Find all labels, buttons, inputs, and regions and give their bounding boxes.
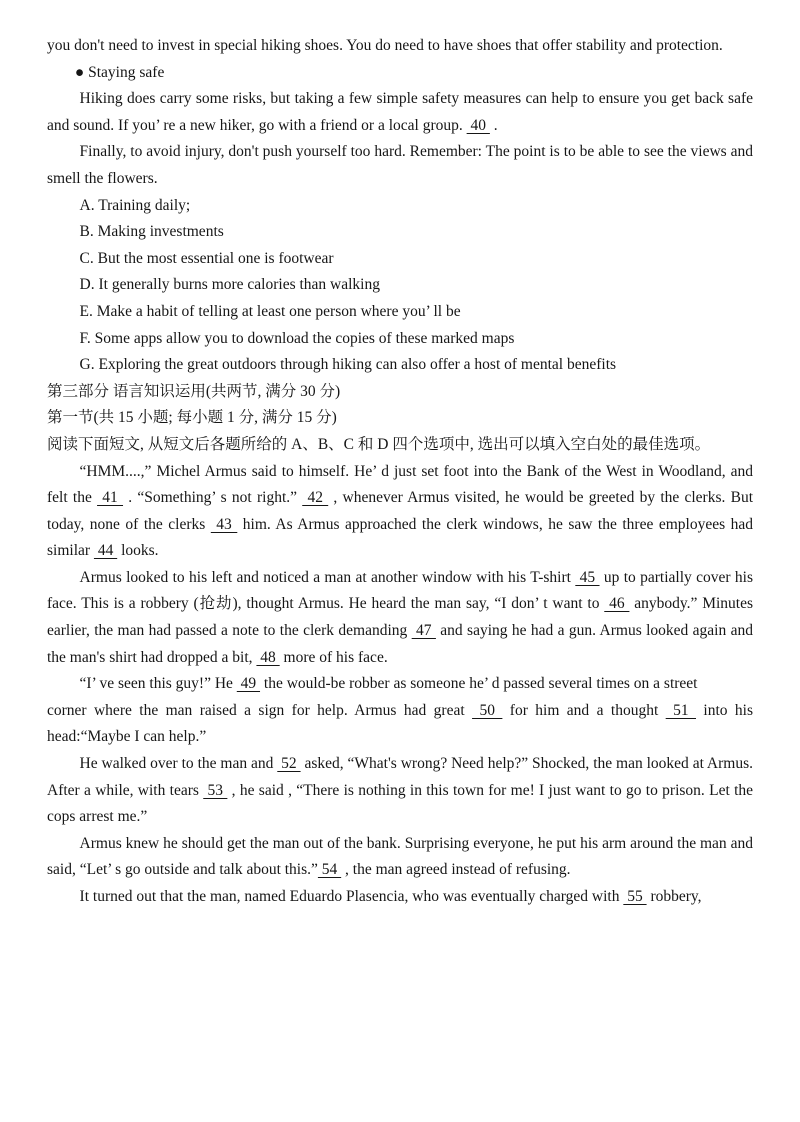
document-body [47,33,753,911]
cloze-para-6: Armus knew he should get the man out of the bank. Surprising everyone, he put his arm around the man and said, “Let’ s go outside and talk about this.” 54 , the man agreed instead of refusing. [47,834,753,879]
blank-45: 45 [575,568,600,586]
option-b: B. Making investments [79,223,224,241]
option-e: E. Make a habit of telling at least one person where you’ ll be [79,302,461,320]
blank-44: 44 [93,542,118,560]
option-d: D. It generally burns more calories than walking [79,276,380,294]
blank-49: 49 [236,675,261,693]
cloze-para-7: It turned out that the man, named Eduardo Plasencia, who was eventually charged with 55 robbery, [79,888,702,905]
blank-55: 55 [623,888,647,905]
blank-53: 53 [203,781,228,799]
blank-48: 48 [256,648,280,666]
option-a: A. Training daily; [79,196,191,214]
section-3-heading: 第三部分 语言知识运用(共两节, 满分 30 分) [47,382,341,400]
blank-40: 40 [466,116,490,134]
option-f: F. Some apps allow you to download the copies of these marked maps [79,329,515,347]
para-staying-safe: Hiking does carry some risks, but taking a few simple safety measures can help to ensure you get back safe and sound. If you’ re a new hiker, go with a friend or a local group. 40 . [47,90,753,134]
para-hiking-shoes: you don't need to invest in special hiking shoes. You do need to have shoes that offer stability and protection. [47,37,723,54]
blank-41: 41 [97,489,124,507]
option-g: G. Exploring the great outdoors through hiking can also offer a host of mental benefits [79,356,617,374]
blank-52: 52 [277,755,301,773]
cloze-para-4: corner where the man raised a sign for help. Armus had great 50 for him and a thought 51 into his head:“Maybe I can help.” [47,701,754,746]
blank-50: 50 [472,701,503,719]
option-c: C. But the most essential one is footwear [79,249,334,267]
blank-47: 47 [411,622,436,640]
blank-46: 46 [604,595,630,613]
cloze-para-2: Armus looked to his left and noticed a man at another window with his T-shirt 45 up to partially cover his face. This is a robbery (抢劫), thought Armus. He heard the man say, “I don’ t want to 46 anybody.” Minutes earlier, the man had passed a note to the clerk demanding 47 and saying he had a gun. Armus looked again and the man's shirt had dropped a bit, 48 more of his face. [47,568,754,666]
blank-54: 54 [317,861,342,879]
bullet-staying-safe: ● Staying safe [74,63,165,81]
cloze-instructions: 阅读下面短文, 从短文后各题所给的 A、B、C 和 D 四个选项中, 选出可以填入空白处的最佳选项。 [47,435,711,453]
blank-42: 42 [302,489,329,507]
para-finally: Finally, to avoid injury, don't push yourself too hard. Remember: The point is to be able to see the views and smell the flowers. [47,143,753,187]
cloze-para-3: “I’ ve seen this guy!” He 49 the would-be robber as someone he’ d passed several times on a street [79,675,698,693]
cloze-para-1: “HMM....,” Michel Armus said to himself. He’ d just set foot into the Bank of the West in Woodland, and felt the 41 . “Something’ s not right.” 42 , whenever Armus visited, he would be greeted by the clerks. But today, none of the clerks 43 him. As Armus approached the clerk windows, he saw the three employees had similar 44 looks. [47,462,753,560]
blank-43: 43 [210,515,238,533]
cloze-para-5: He walked over to the man and 52 asked, “What's wrong? Need help?” Shocked, the man looked at Armus. After a while, with tears 53 , he said , “There is nothing in this town for me! I just want to go to prison. Let the cops arrest me.” [47,755,754,826]
section-3-part-1-heading: 第一节(共 15 小题; 每小题 1 分, 满分 15 分) [47,409,337,427]
blank-51: 51 [665,701,696,719]
